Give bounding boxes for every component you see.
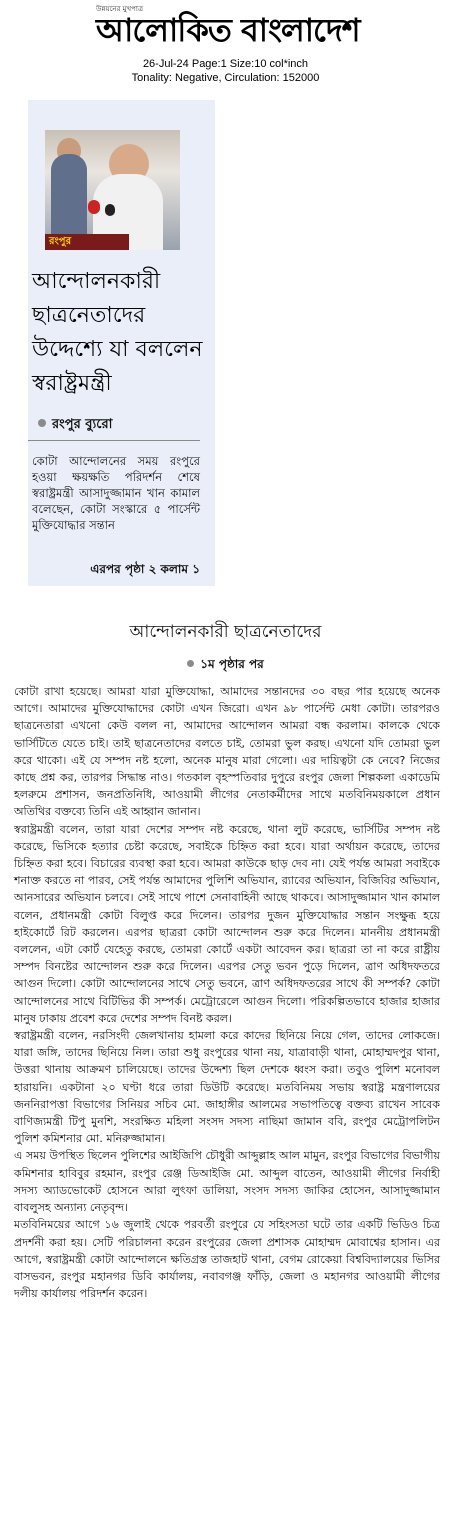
divider <box>28 440 200 441</box>
jump-line: এরপর পৃষ্ঠা ২ কলাম ১ <box>90 562 200 576</box>
byline-text: রংপুর ব্যুরো <box>52 417 113 432</box>
microphone-icon <box>88 200 100 214</box>
article-body <box>14 683 440 1302</box>
body-paragraph: কোটা রাখা হয়েছে। আমরা যারা মুক্তিযোদ্ধা, আমাদের সন্তানদের ৩০ বছর পার হয়েছে অনেক আগে। আমাদের মুক্তিযোদ্ধাদের কোটা এখন জিরো। এখন ৯৮ পার্সেন্ট মেধা কোটা। তারপরও ছাত্রনেতারা এখনো কেউ বলল না, আমাদের আন্দোলন আমরা বন্ধ করলাম। কালকে থেকে ভার্সিটিতে যেতে চাই। তাই ছাত্রনেতাদের বলতে চাই, তোমরা ভুল করছ। এখনো যদি তোমরা ভুল করে থাকো। এই যে সম্পদ নষ্ট হলো, অনেক মানুষ মারা গেলো। এর দায়িত্বটা কে নেবে? নিজের কাছে প্রশ্ন কর, তারপর সিদ্ধান্ত নাও। গতকাল বৃহস্পতিবার দুপুরে রংপুর জেলা শিল্পকলা একাডেমি হলরুমে প্রশাসন, জনপ্রতিনিধি, আওয়ামী লীগের নেতাকর্মীদের সাথে মতবিনিময়কালে প্রধান অতিথির বক্তব্যে তিনি এই আহ্বান জানান। <box>14 685 440 819</box>
meta-line-1: 26-Jul-24 Page:1 Size:10 col*inch <box>142 58 309 70</box>
clipping-meta <box>0 57 451 85</box>
newspaper-logo: আলোকিত বাংলাদেশ <box>96 11 360 49</box>
front-page-clipping <box>28 100 215 586</box>
headline: আন্দোলনকারী ছাত্রনেতাদের উদ্দেশ্যে যা বললেন স্বরাষ্ট্রমন্ত্রী <box>32 269 203 396</box>
masthead <box>0 0 451 56</box>
continuation-title: আন্দোলনকারী ছাত্রনেতাদের <box>129 622 322 642</box>
masthead-tagline: উন্নয়নের মুখপাত্র <box>96 5 144 13</box>
byline <box>38 415 112 436</box>
bullet-icon <box>38 419 46 427</box>
continuation-clipping <box>0 610 451 1524</box>
lead-paragraph: কোটা আন্দোলনের সময় রংপুরে হওয়া ক্ষয়ক্ষতি পরিদর্শন শেষে স্বরাষ্ট্রমন্ত্রী আসাদুজ্জামান খান কামাল বলেছেন, কোটা সংস্কারে ৫ পার্সেন্ট মুক্তিযোদ্ধার সন্তান <box>32 454 200 532</box>
news-photo <box>45 130 180 250</box>
body-paragraph: মতবিনিময়ের আগে ১৬ জুলাই থেকে পরবর্তী রংপুরে যে সহিংসতা ঘটে তার একটি ভিডিও চিত্র প্রদর্শনী করা হয়। সেটি পরিচালনা করেন রংপুরের জেলা প্রশাসক মোহাম্মদ মোবাশ্বের হাসান। এর আগে, স্বরাষ্ট্রমন্ত্রী কোটা আন্দোলনে ক্ষতিগ্রস্ত তাজহাট থানা, বেগম রোকেয়া বিশ্ববিদ্যালয়ের ভিসির বাসভবন, রংপুর মহানগর ডিবি কার্যালয়, নবাবগঞ্জ ফাঁড়ি, জেলা ও মহানগর আওয়ামী লীগের দলীয় কার্যালয় পরিদর্শন করেন। <box>14 1218 440 1301</box>
body-paragraph: স্বরাষ্ট্রমন্ত্রী বলেন, নরসিংদী জেলখানায় হামলা করে কাদের ছিনিয়ে নিয়ে গেল, তাদের লোকজে। যারা জঙ্গি, তাদের ছিনিয়ে নিল। তারা শুধু রংপুরের থানা নয়, যাত্রাবাড়ী থানা, মোহাম্মদপুর থানা, উত্তরা থানায় আক্রমণ চালিয়েছে। তাদের উদ্দেশ্য ছিল দেশকে ধ্বংস করা। তবুও পুলিশ মনোবল হারায়নি। একটানা ২০ ঘণ্টা ধরে তারা ডিউটি করেছে। মতবিনিময় সভায় স্বরাষ্ট্র মন্ত্রণালয়ের জননিরাপত্তা বিভাগের সিনিয়র সচিব মো. জাহাঙ্গীর আলমের সভাপতিত্বে বক্তব্য রাখেন সাবেক বাণিজ্যমন্ত্রী টিপু মুনশি, সংরক্ষিত মহিলা সংসদ সদস্য নাছিমা জামান ববি, রংপুর মেট্রোপলিটন পুলিশ কমিশনার মো. মনিরুজ্জামান। <box>14 1029 440 1146</box>
body-paragraph: স্বরাষ্ট্রমন্ত্রী বলেন, তারা যারা দেশের সম্পদ নষ্ট করেছে, থানা লুট করেছে, ভার্সিটির সম্পদ নষ্ট করেছে, ভিসিকে হত্যার চেষ্টা করেছে, সবাইকে চিহ্নিত করা হবে। যারা অর্থায়ন করেছে, তাদের চিহ্নিত করা হবে। বিচারের ব্যবস্থা করা হবে। আমরা কাউকে ছাড় দেব না। যেই পর্যন্ত আমরা সবাইকে শনাক্ত করতে না পারব, সেই পর্যন্ত আমাদের পুলিশি অভিযান, র‍্যাবের অভিযান, বিজিবির অভিযান, আনসারের অভিযান চলবে। সেই সাথে পাশে সেনাবাহিনী আছে থাকবে। আসাদুজ্জামান খান কামাল বলেন, প্রধানমন্ত্রী কোটা বিলুপ্ত করে দিলেন। তারপর দুজন মুক্তিযোদ্ধার সন্তান সংক্ষুব্ধ হয়ে হাইকোর্টে রিট করলেন। এরপর ছাত্ররা কোটা আন্দোলন শুরু করে দিলেন। মাননীয় প্রধানমন্ত্রী বললেন, এটা কোর্ট যেহেতু করছে, তোমরা কোর্টে একটা আবেদন কর। ছাত্ররা তা না করে রাষ্ট্রীয় সম্পদ বিনষ্টের আন্দোলন শুরু করে দিলেন। এরপর সেতু ভবন পুড়ে দিলেন, ত্রাণ অধিদফতরে আগুন দিলো। কোটা আন্দোলনের সাথে সেতু ভবনে, ত্রাণ অধিদফতরের সাথে কী সম্পর্ক? কোটা আন্দোলনের সাথে বিটিভির কী সম্পর্ক। মেট্রোরেলে আগুন দিলো। পরিকল্পিতভাবে হাজার হাজার মানুষ ঢাকায় প্রবেশ করে দেশের সম্পদ বিনষ্ট করল। <box>14 822 440 1025</box>
continued-from-text: ১ম পৃষ্ঠার পর <box>200 657 264 671</box>
body-paragraph: এ সময় উপস্থিত ছিলেন পুলিশের আইজিপি চৌধুরী আব্দুল্লাহ আল মামুন, রংপুর বিভাগের বিভাগীয় কমিশনার হাবিবুর রহমান, রংপুর রেঞ্জ ডিআইজি মো. আব্দুল বাতেন, আওয়ামী লীগের নির্বাহী সদস্য অ্যাডভোকেট হোসনে আরা লুৎফা ডালিয়া, সংসদ সদস্য জাকির হোসেন, আসাদুজ্জামান বাবলুসহ অন্যান্য নেতৃবৃন্দ। <box>14 1149 440 1215</box>
meta-line-2: Tonality: Negative, Circulation: 152000 <box>131 72 320 84</box>
microphone-icon <box>105 204 115 216</box>
bullet-icon <box>187 660 194 667</box>
continued-from <box>0 656 451 676</box>
photo-banner: রংপুর <box>45 234 129 250</box>
